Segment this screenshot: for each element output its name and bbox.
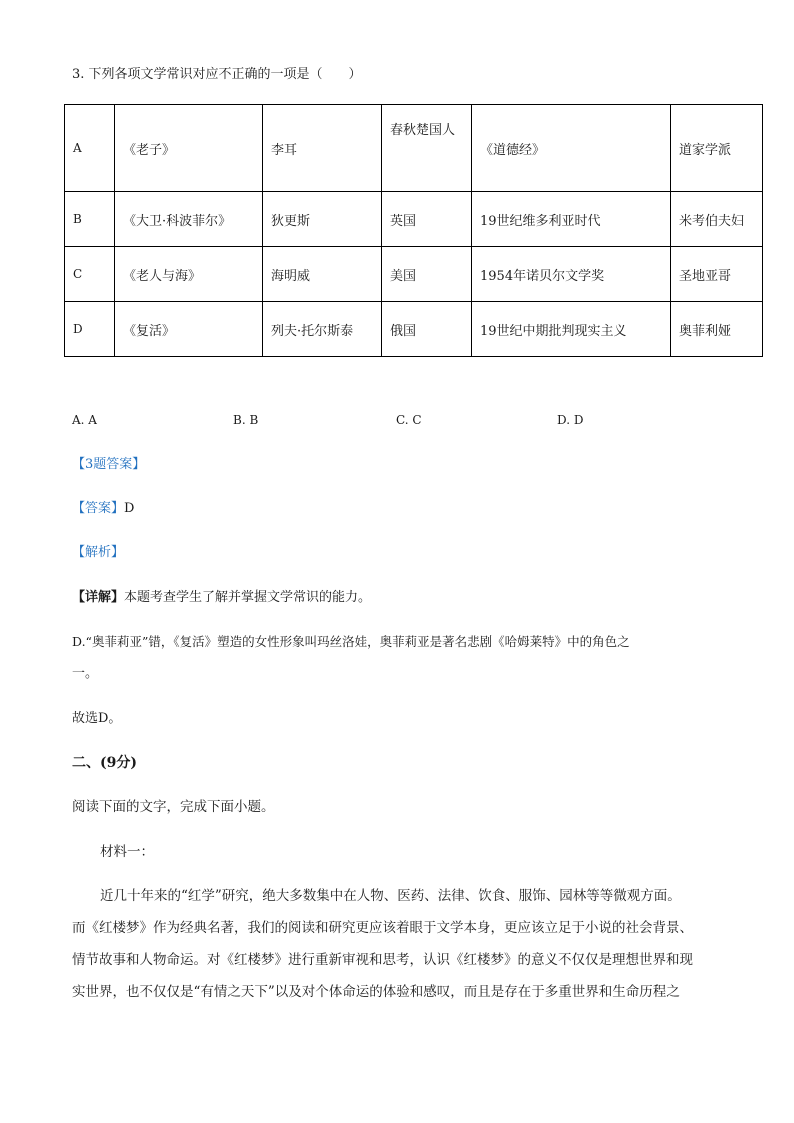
- author-cell: 列夫·托尔斯泰: [263, 302, 382, 357]
- author-cell: 狄更斯: [263, 192, 382, 247]
- literature-table: [64, 104, 763, 357]
- paragraph-line: 实世界，也不仅仅是“有情之天下”以及对个体命运的体验和感叹，而且是存在于多重世界和生命历程之: [72, 984, 680, 1000]
- work-cell: 《老子》: [115, 105, 263, 192]
- answer-heading-bracket-open: 【: [72, 457, 86, 472]
- era-cell: 英国: [382, 192, 472, 247]
- explanation-line-2: 一。: [72, 666, 99, 681]
- conclusion: 故选D。: [72, 711, 122, 726]
- extra-cell: 圣地亚哥: [671, 247, 763, 302]
- analysis-label: 【解析】: [72, 545, 125, 560]
- extra-cell: 道家学派: [671, 105, 763, 192]
- row-label: B: [65, 192, 115, 247]
- question-title: 3. 下列各项文学常识对应不正确的一项是（ ）: [72, 67, 362, 82]
- work-cell: 《大卫·科波菲尔》: [115, 192, 263, 247]
- row-label: A: [65, 105, 115, 192]
- paragraph-line: 情节故事和人物命运。对《红楼梦》进行重新审视和思考，认识《红楼梦》的意义不仅仅是理想世界和现: [72, 952, 693, 968]
- detail-line: [72, 589, 371, 607]
- row-label: D: [65, 302, 115, 357]
- author-cell: 海明威: [263, 247, 382, 302]
- table-row: [65, 105, 763, 192]
- era-cell: 美国: [382, 247, 472, 302]
- table-row: [65, 247, 763, 302]
- option-a: A. A: [72, 413, 97, 427]
- answer-heading-bracket-close: 】: [132, 457, 146, 472]
- era-cell: 春秋楚国人: [382, 105, 472, 192]
- row-label: C: [65, 247, 115, 302]
- table-row: [65, 192, 763, 247]
- info-cell: 19世纪维多利亚时代: [472, 192, 671, 247]
- detail-label: 【详解】: [72, 590, 125, 605]
- era-cell: 俄国: [382, 302, 472, 357]
- work-cell: 《老人与海》: [115, 247, 263, 302]
- answer-value: D: [124, 501, 135, 516]
- option-d: D. D: [557, 413, 584, 427]
- explanation-line-1: D.“奥菲莉亚”错，《复活》塑造的女性形象叫玛丝洛娃，奥菲莉亚是著名悲剧《哈姆莱特》中的角色之: [72, 634, 630, 649]
- option-c: C. C: [396, 413, 422, 427]
- info-cell: 1954年诺贝尔文学奖: [472, 247, 671, 302]
- section-2-instruction: 阅读下面的文字，完成下面小题。: [72, 799, 275, 815]
- info-cell: 《道德经》: [472, 105, 671, 192]
- answer-heading: [72, 456, 145, 474]
- extra-cell: 奥菲利娅: [671, 302, 763, 357]
- paragraph-line: 近几十年来的“红学”研究，绝大多数集中在人物、医药、法律、饮食、服饰、园林等等微观方面。: [100, 888, 681, 904]
- answer-heading-text: 3题答案: [85, 457, 133, 472]
- material-label: 材料一：: [100, 844, 154, 860]
- paragraph-line: 而《红楼梦》作为经典名著，我们的阅读和研究更应该着眼于文学本身，更应该立足于小说的社会背景、: [72, 920, 693, 936]
- answer-label: 【答案】: [72, 501, 125, 516]
- work-cell: 《复活》: [115, 302, 263, 357]
- info-cell: 19世纪中期批判现实主义: [472, 302, 671, 357]
- author-cell: 李耳: [263, 105, 382, 192]
- option-b: B. B: [233, 413, 259, 427]
- table-row: [65, 302, 763, 357]
- detail-text: 本题考查学生了解并掌握文学常识的能力。: [124, 590, 372, 605]
- section-2-heading: 二、(9分): [72, 755, 137, 771]
- answer-line: [72, 500, 134, 518]
- extra-cell: 米考伯夫妇: [671, 192, 763, 247]
